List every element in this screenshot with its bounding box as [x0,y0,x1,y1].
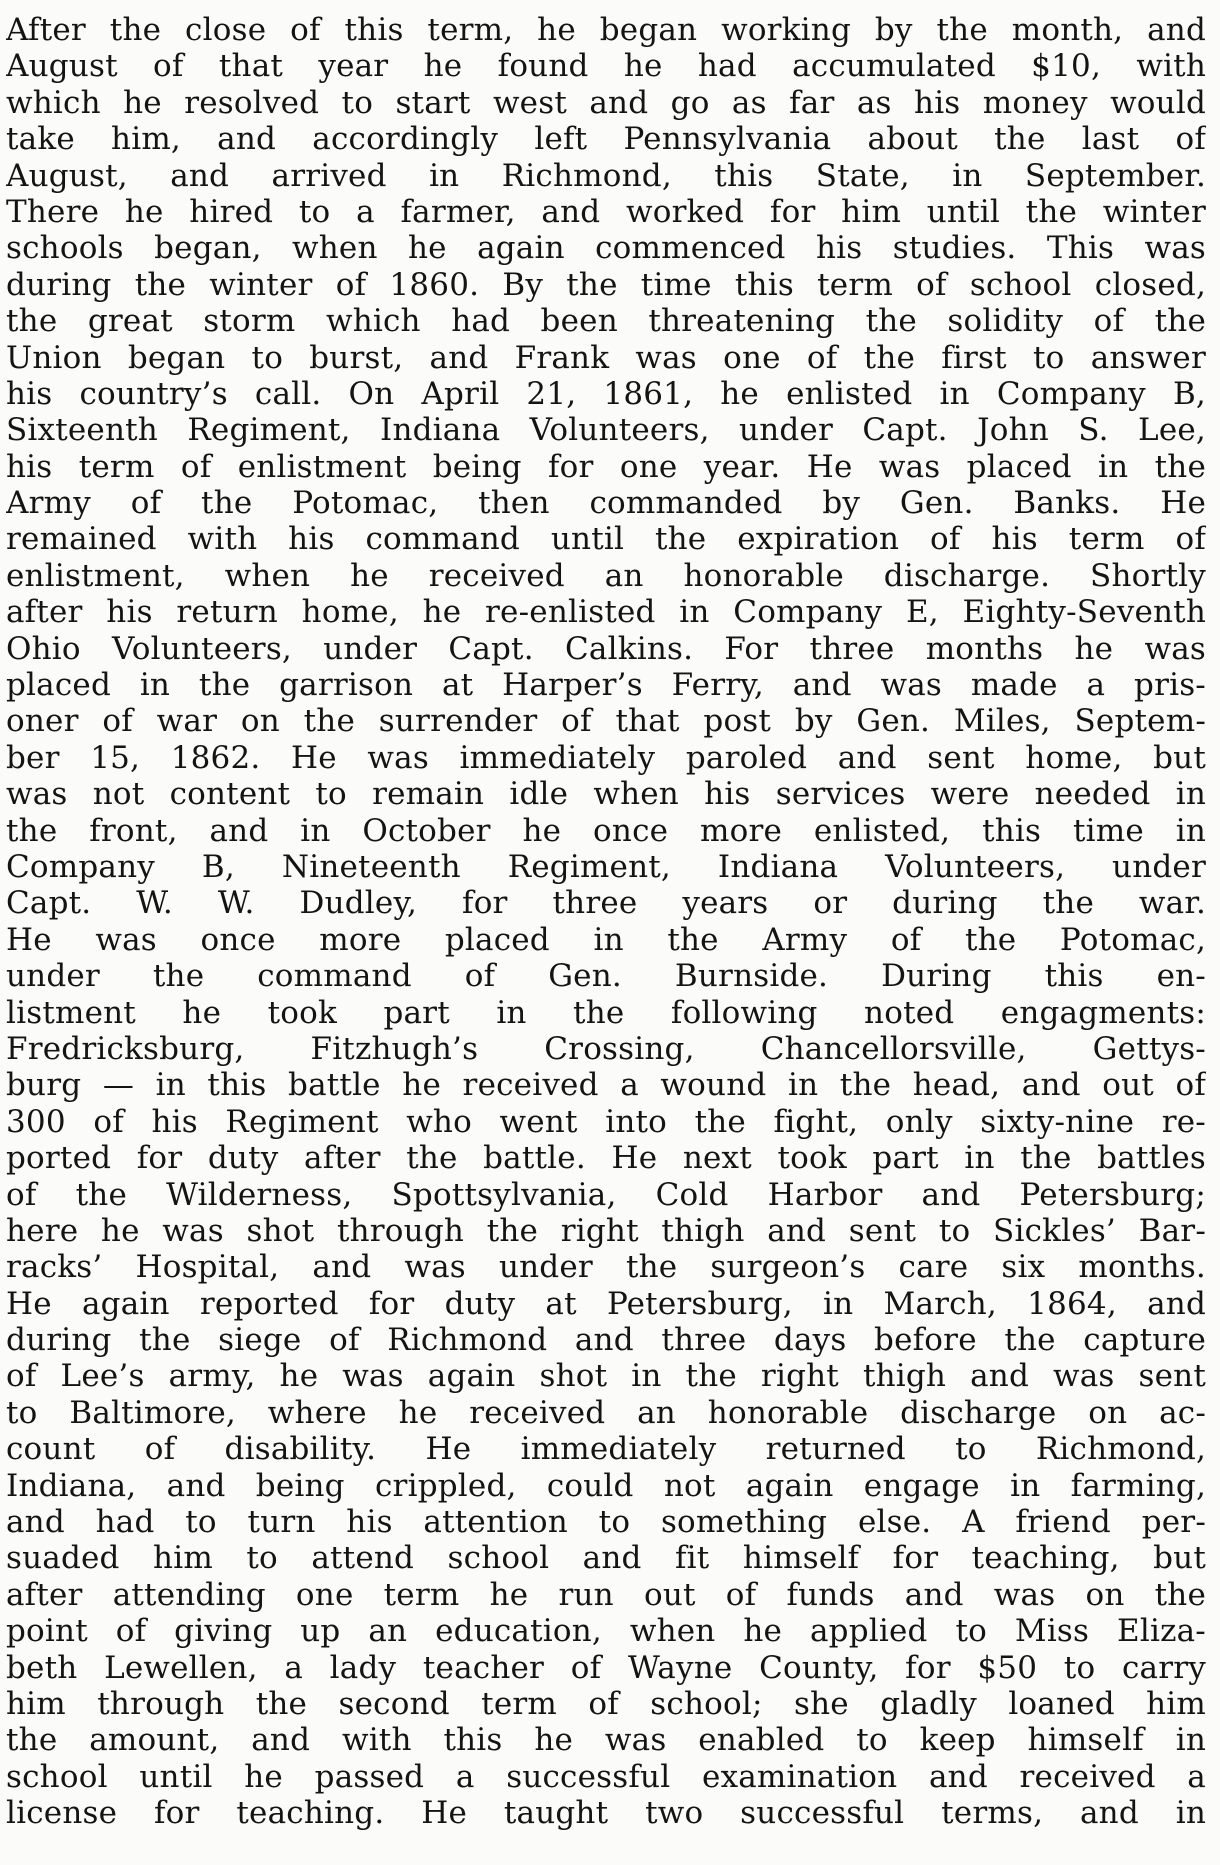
text-line: during the siege of Richmond and three days before the capture [6,1322,1206,1359]
text-line: August of that year he found he had accumulated $10, with [6,48,1206,85]
text-line: remained with his command until the expiration of his term of [6,521,1206,558]
text-line: during the winter of 1860. By the time this term of school closed, [6,266,1206,303]
text-line: placed in the garrison at Harper’s Ferry, and was made a pris- [6,667,1206,704]
text-line: oner of war on the surrender of that post by Gen. Miles, Septem- [6,703,1206,740]
text-line: his country’s call. On April 21, 1861, he enlisted in Company B, [6,375,1206,412]
text-line: which he resolved to start west and go as far as his money would [6,84,1206,121]
text-line: burg — in this battle he received a wound in the head, and out of [6,1067,1206,1104]
body-text [6,12,1206,1832]
text-line: after his return home, he re-enlisted in Company E, Eighty-Seventh [6,594,1206,631]
text-line: school until he passed a successful examination and received a [6,1758,1206,1795]
text-line: the amount, and with this he was enabled to keep himself in [6,1722,1206,1759]
text-line: enlistment, when he received an honorable discharge. Shortly [6,557,1206,594]
text-line: There he hired to a farmer, and worked for him until the winter [6,193,1206,230]
text-line: Ohio Volunteers, under Capt. Calkins. For three months he was [6,630,1206,667]
text-line: schools began, when he again commenced his studies. This was [6,230,1206,267]
text-line: listment he took part in the following noted engagments: [6,994,1206,1031]
text-line: racks’ Hospital, and was under the surgeon’s care six months. [6,1249,1206,1286]
text-line: 300 of his Regiment who went into the fight, only sixty-nine re- [6,1103,1206,1140]
text-line: He was once more placed in the Army of the Potomac, [6,921,1206,958]
text-line: here he was shot through the right thigh and sent to Sickles’ Bar- [6,1212,1206,1249]
text-line: Company B, Nineteenth Regiment, Indiana Volunteers, under [6,848,1206,885]
text-line: Army of the Potomac, then commanded by Gen. Banks. He [6,485,1206,522]
text-line: August, and arrived in Richmond, this State, in September. [6,157,1206,194]
text-line: ported for duty after the battle. He next took part in the battles [6,1140,1206,1177]
text-line: suaded him to attend school and fit himself for teaching, but [6,1540,1206,1577]
text-line: of Lee’s army, he was again shot in the right thigh and was sent [6,1358,1206,1395]
text-line: under the command of Gen. Burnside. During this en- [6,958,1206,995]
text-line: the great storm which had been threatening the solidity of the [6,303,1206,340]
text-line: his term of enlistment being for one year. He was placed in the [6,448,1206,485]
text-line: Capt. W. W. Dudley, for three years or during the war. [6,885,1206,922]
text-line: take him, and accordingly left Pennsylvania about the last of [6,121,1206,158]
text-line: Indiana, and being crippled, could not again engage in farming, [6,1467,1206,1504]
text-line: to Baltimore, where he received an honorable discharge on ac- [6,1394,1206,1431]
text-line: license for teaching. He taught two successful terms, and in [6,1795,1206,1832]
text-line: count of disability. He immediately returned to Richmond, [6,1431,1206,1468]
text-line: Fredricksburg, Fitzhugh’s Crossing, Chancellorsville, Gettys- [6,1030,1206,1067]
text-line: He again reported for duty at Petersburg, in March, 1864, and [6,1285,1206,1322]
text-line: the front, and in October he once more enlisted, this time in [6,812,1206,849]
text-line: Sixteenth Regiment, Indiana Volunteers, under Capt. John S. Lee, [6,412,1206,449]
text-line: him through the second term of school; she gladly loaned him [6,1685,1206,1722]
text-line: After the close of this term, he began working by the month, and [6,12,1206,48]
text-line: beth Lewellen, a lady teacher of Wayne County, for $50 to carry [6,1649,1206,1686]
text-line: Union began to burst, and Frank was one of the first to answer [6,339,1206,376]
text-line: after attending one term he run out of funds and was on the [6,1576,1206,1613]
text-line: ber 15, 1862. He was immediately paroled and sent home, but [6,739,1206,776]
text-line: was not content to remain idle when his services were needed in [6,776,1206,813]
text-line: point of giving up an education, when he applied to Miss Eliza- [6,1613,1206,1650]
text-line: of the Wilderness, Spottsylvania, Cold Harbor and Petersburg; [6,1176,1206,1213]
text-line: and had to turn his attention to something else. A friend per- [6,1504,1206,1541]
